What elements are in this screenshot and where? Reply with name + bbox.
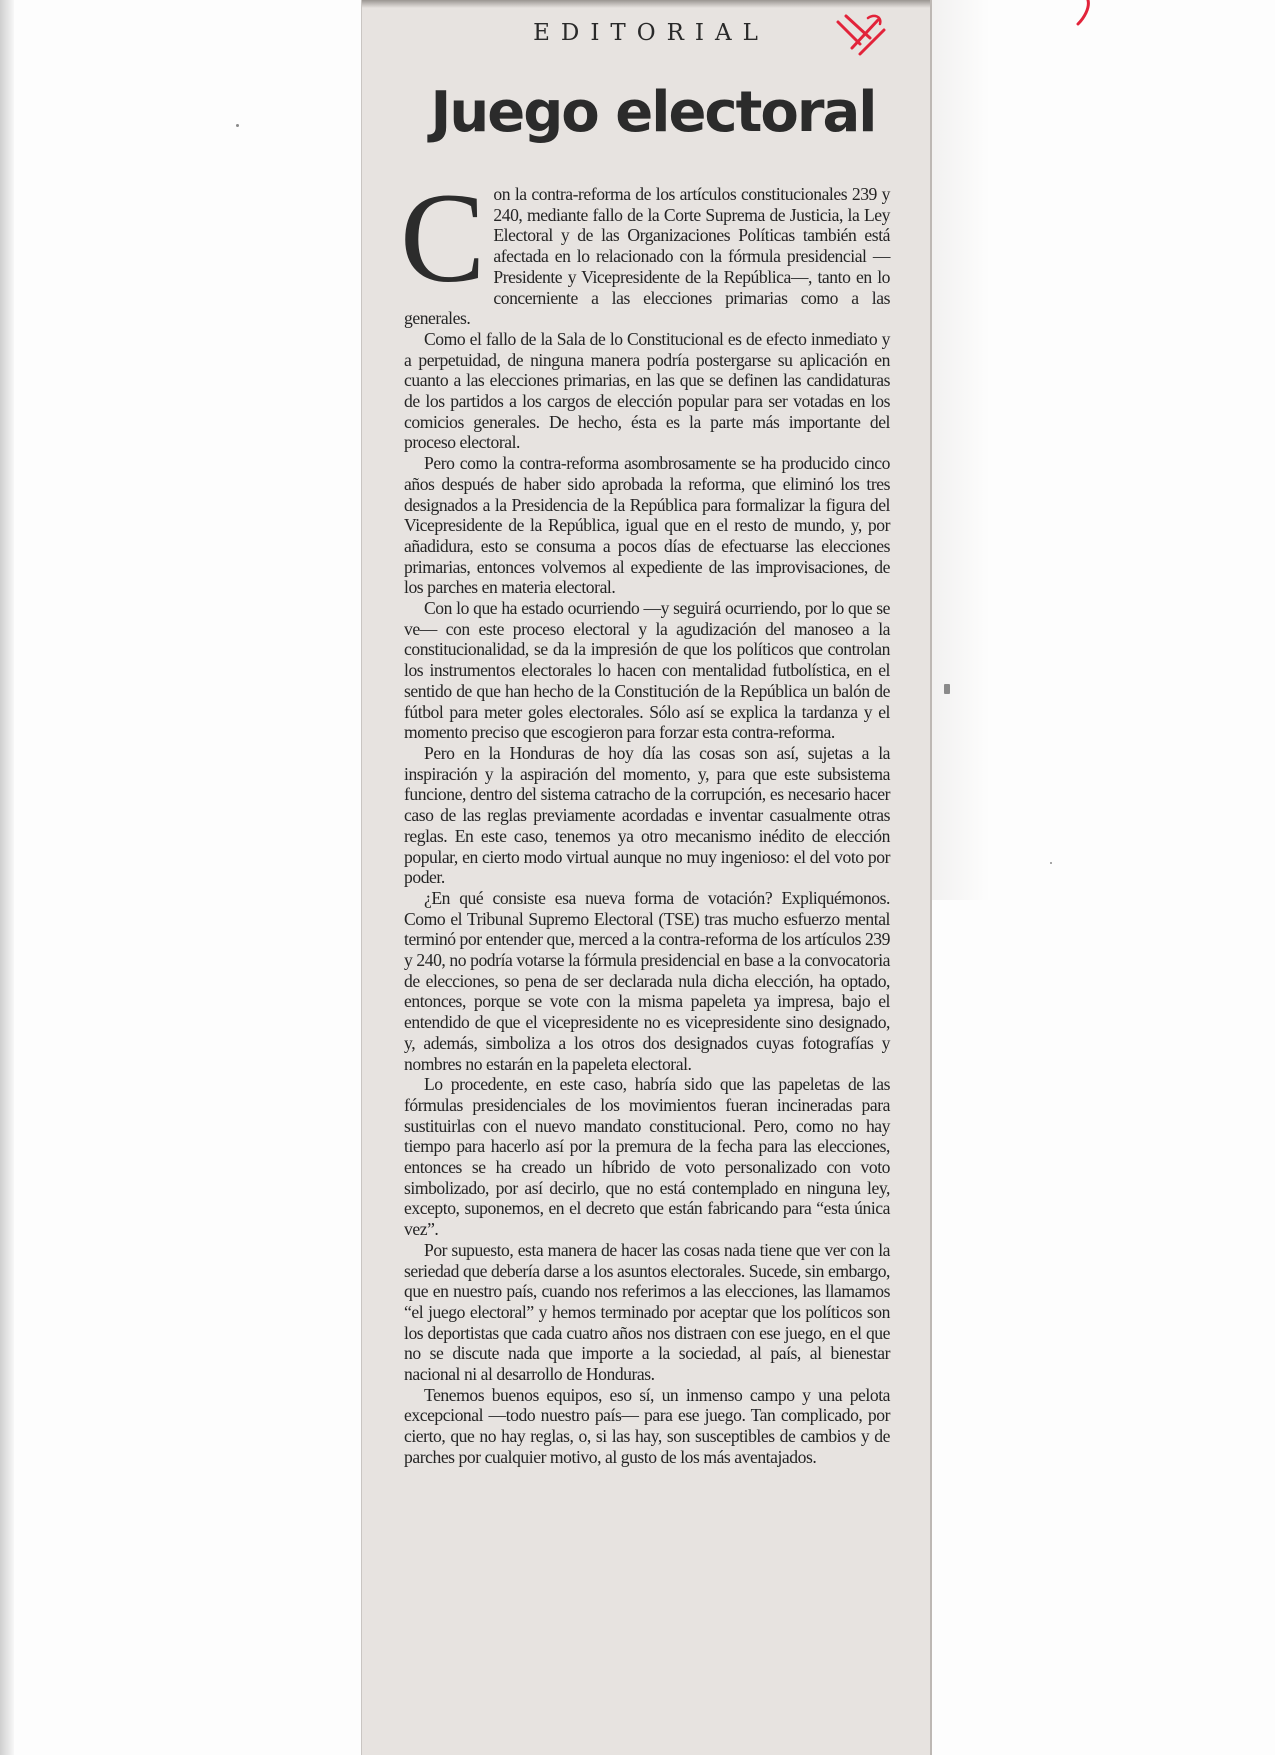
scan-left-edge xyxy=(0,0,14,1755)
article-paragraph: Lo procedente, en este caso, habría sido que las papeletas de las fórmulas presidenciales de los movimientos fueran incineradas para sustituirlas con el nuevo mandato constitucional. Pero, como no hay tiempo para hacerlo así por la premura de la fecha para las elecciones, entonces se ha creado un híbrido de voto personalizado con voto simbolizado, por así decirlo, que no está contemplado en ninguna ley, excepto, suponemos, en el decreto que están fabricando para “esta única vez”. xyxy=(404,1074,890,1240)
article-paragraph: Como el fallo de la Sala de lo Constitucional es de efecto inmediato y a perpetuidad, de ninguna manera podría postergarse su aplicación en cuanto a las elecciones primarias, en las que se definen las candidaturas de los partidos a los cargos de elección popular para ser votadas en los comicios generales. De hecho, ésta es la parte más importante del proceso electoral. xyxy=(404,328,890,453)
paragraph-text: on la contra-reforma de los artículos constitucionales 239 y 240, mediante fallo de la Corte Suprema de Justicia, la Ley Electoral y de las Organizaciones Políticas también está afectada en lo relacionado con la fórmula presidencial —Presidente y Vicepresidente de la República—, tanto en lo concerniente a las elecciones primarias como a las generales. xyxy=(404,184,890,329)
scan-speck xyxy=(944,684,950,694)
article-paragraph: Con lo que ha estado ocurriendo —y seguirá ocurriendo, por lo que se ve— con este proceso electoral y la agudización del manoseo a la constitucionalidad, se da la impresión de que los políticos que controlan los instrumentos electorales lo hacen con mentalidad futbolística, en el sentido de que han hecho de la Constitución de la República un balón de fútbol para meter goles electorales. Sólo así se explica la tardanza y el momento preciso que escogieron para forzar esta contra-reforma. xyxy=(404,598,890,743)
article-paragraph: Por supuesto, esta manera de hacer las cosas nada tiene que ver con la seriedad que debería darse a los asuntos electorales. Sucede, sin embargo, que en nuestro país, cuando nos referimos a las elecciones, las llamamos “el juego electoral” y hemos terminado por aceptar que los políticos son los deportistas que cada cuatro años nos distraen con ese juego, en el que no se discute nada que importe a la sociedad, al país, al bienestar nacional ni al desarrollo de Honduras. xyxy=(404,1239,890,1385)
article-paragraph: Pero como la contra-reforma asombrosamente se ha producido cinco años después de haber sido aprobada la reforma, que eliminó los tres designados a la Presidencia de la República para formalizar la figura del Vicepresidente de la República, igual que en el resto de mundo, y, por añadidura, esto se consuma a pocos días de efectuarse las elecciones primarias, entonces volvemos al expediente de las improvisaciones, de los parches en materia electoral. xyxy=(404,453,890,598)
handwritten-mark-icon xyxy=(830,8,890,68)
article-paragraph xyxy=(400,167,890,329)
article-paragraph: Tenemos buenos equipos, eso sí, un inmenso campo y una pelota excepcional —todo nuestro país— para ese juego. Tan complicado, por cierto, que no hay reglas, o, si las hay, son susceptibles de cambios y de parches por cualquier motivo, al gusto de los más aventajados. xyxy=(404,1384,890,1467)
article-body xyxy=(400,167,890,1468)
article-paragraph: Pero en la Honduras de hoy día las cosas son así, sujetas a la inspiración y la aspiración del momento, y, para que este subsistema funcione, dentro del sistema catracho de la corrupción, es necesario hacer caso de las reglas previamente acordadas e inventar casualmente otras reglas. En este caso, tenemos ya otro mecanismo inédito de elección popular, en cierto modo virtual aunque no muy ingenioso: el del voto por poder. xyxy=(404,742,890,888)
newspaper-clipping xyxy=(362,0,930,1755)
section-label: EDITORIAL xyxy=(533,20,769,46)
clipping-top-edge xyxy=(362,0,930,8)
scan-speck xyxy=(236,124,239,127)
ink-stroke-icon xyxy=(1070,0,1100,30)
article-paragraph: ¿En qué consiste esa nueva forma de votación? Expliquémonos. Como el Tribunal Supremo Electoral (TSE) tras mucho esfuerzo mental terminó por entender que, merced a la contra-reforma de los artículos 239 y 240, no podría votarse la fórmula presidencial en base a la convocatoria de elecciones, so pena de ser declarada nula dicha elección, ha optado, entonces, porque se vote con la misma papeleta ya impresa, bajo el entendido de que el vicepresidente no es vicepresidente sino designado, y, además, simboliza a los otros dos designados cuyas fotografías y nombres no estarán en la papeleta electoral. xyxy=(404,887,890,1074)
drop-cap: C xyxy=(400,167,486,309)
adjacent-column-bleed xyxy=(930,0,990,900)
headline: Juego electoral xyxy=(430,80,876,145)
scan-speck xyxy=(1050,862,1052,864)
